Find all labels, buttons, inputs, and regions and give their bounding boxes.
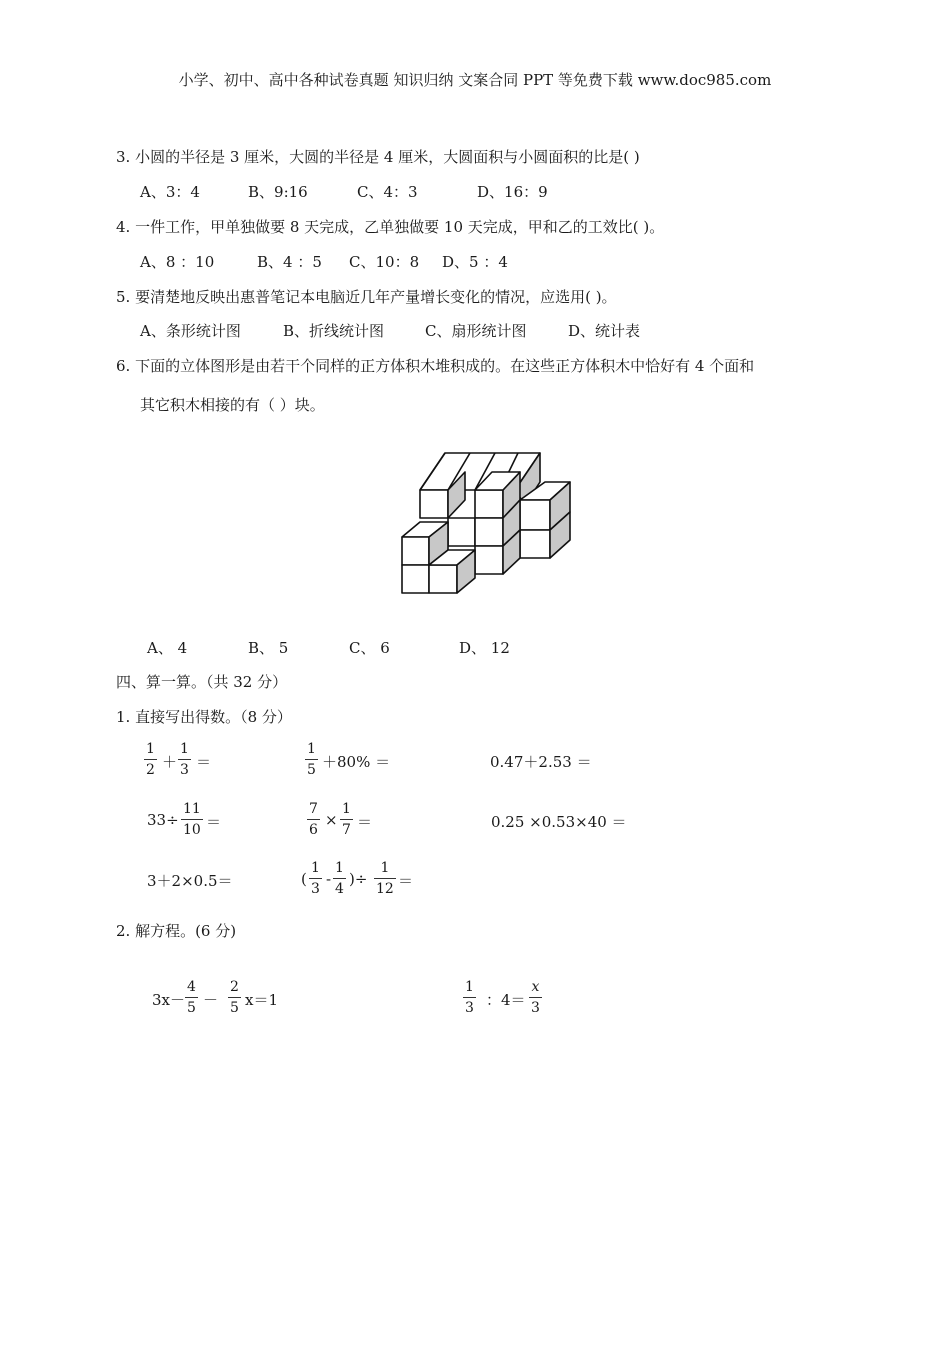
fraction: $\frac{1}{3}$ [465, 979, 474, 1016]
fraction: $\frac{1}{3}$ [311, 860, 320, 897]
equals: ＝ [357, 813, 373, 831]
question-6-text-line2: 其它积木相接的有（ ）块。 [140, 396, 325, 414]
section-4-title: 四、算一算。（共 32 分） [116, 673, 288, 691]
q6-option-b: B、 5 [248, 639, 289, 657]
q4-option-a: A、8 ：10 [140, 253, 215, 271]
expression: 0.47＋2.53 ＝ [490, 753, 592, 771]
q4-option-b: B、4 ：5 [257, 253, 322, 271]
page-header: 小学、初中、高中各种试卷真题 知识归纳 文案合同 PPT 等免费下载 www.doc985.com [178, 71, 772, 89]
equals: ＝ [206, 813, 222, 831]
equation-middle: ：4＝ [486, 991, 526, 1009]
question-4-text: 4. 一件工作，甲单独做要 8 天完成，乙单独做要 10 天完成，甲和乙的工效比( )。 [116, 218, 665, 236]
expression: 0.25 ×0.53×40 ＝ [491, 813, 627, 831]
paren-left: ( [301, 870, 307, 888]
cube-stack-figure [400, 450, 575, 600]
equation-lead: 3x－ [152, 991, 186, 1009]
q4-option-d: D、5 ：4 [442, 253, 508, 271]
fraction: $\frac{1}{5}$ [307, 741, 316, 778]
equals: ＝ [196, 753, 212, 771]
subsection-1-title: 1. 直接写出得数。（8 分） [116, 708, 292, 726]
equals: ＝ [398, 872, 414, 890]
expression-lead: 33÷ [147, 811, 179, 829]
operator: - [326, 870, 332, 888]
equation-tail: x＝1 [245, 991, 279, 1009]
fraction: $\frac{11}{10}$ [183, 801, 201, 838]
q6-option-c: C、 6 [349, 639, 390, 657]
q5-option-c: C、扇形统计图 [425, 322, 527, 340]
subsection-2-title: 2. 解方程。(6 分) [116, 922, 237, 940]
q3-option-a: A、3：4 [140, 183, 200, 201]
q6-option-a: A、 4 [147, 639, 188, 657]
paren-right-divide: )÷ [349, 870, 368, 888]
fraction: $\frac{1}{3}$ [180, 741, 189, 778]
q5-option-d: D、统计表 [568, 322, 641, 340]
q5-option-a: A、条形统计图 [140, 322, 241, 340]
fraction: $\frac{1}{2}$ [146, 741, 155, 778]
q3-option-c: C、4：3 [357, 183, 418, 201]
q6-option-d: D、 12 [459, 639, 510, 657]
fraction: $\frac{4}{5}$ [187, 979, 196, 1016]
question-3-text: 3. 小圆的半径是 3 厘米，大圆的半径是 4 厘米，大圆面积与小圆面积的比是( ) [116, 148, 640, 166]
operator: ＋ [162, 753, 178, 771]
expression: 3＋2×0.5＝ [147, 872, 233, 890]
q5-option-b: B、折线统计图 [283, 322, 385, 340]
fraction: $\frac{1}{7}$ [342, 801, 351, 838]
operator: － [203, 991, 219, 1009]
expression-tail: ＋80% ＝ [322, 753, 391, 771]
operator: × [325, 811, 338, 829]
fraction: $\frac{7}{6}$ [309, 801, 318, 838]
fraction: $\frac{x}{3}$ [531, 979, 540, 1016]
q3-option-b: B、9:16 [248, 183, 308, 201]
fraction: $\frac{1}{12}$ [376, 860, 394, 897]
q4-option-c: C、10：8 [349, 253, 420, 271]
q3-option-d: D、16：9 [477, 183, 548, 201]
question-5-text: 5. 要清楚地反映出惠普笔记本电脑近几年产量增长变化的情况，应选用( )。 [116, 288, 617, 306]
question-6-text-line1: 6. 下面的立体图形是由若干个同样的正方体积木堆积成的。在这些正方体积木中恰好有 4 个面和 [116, 357, 755, 375]
fraction: $\frac{1}{4}$ [335, 860, 344, 897]
fraction: $\frac{2}{5}$ [230, 979, 239, 1016]
